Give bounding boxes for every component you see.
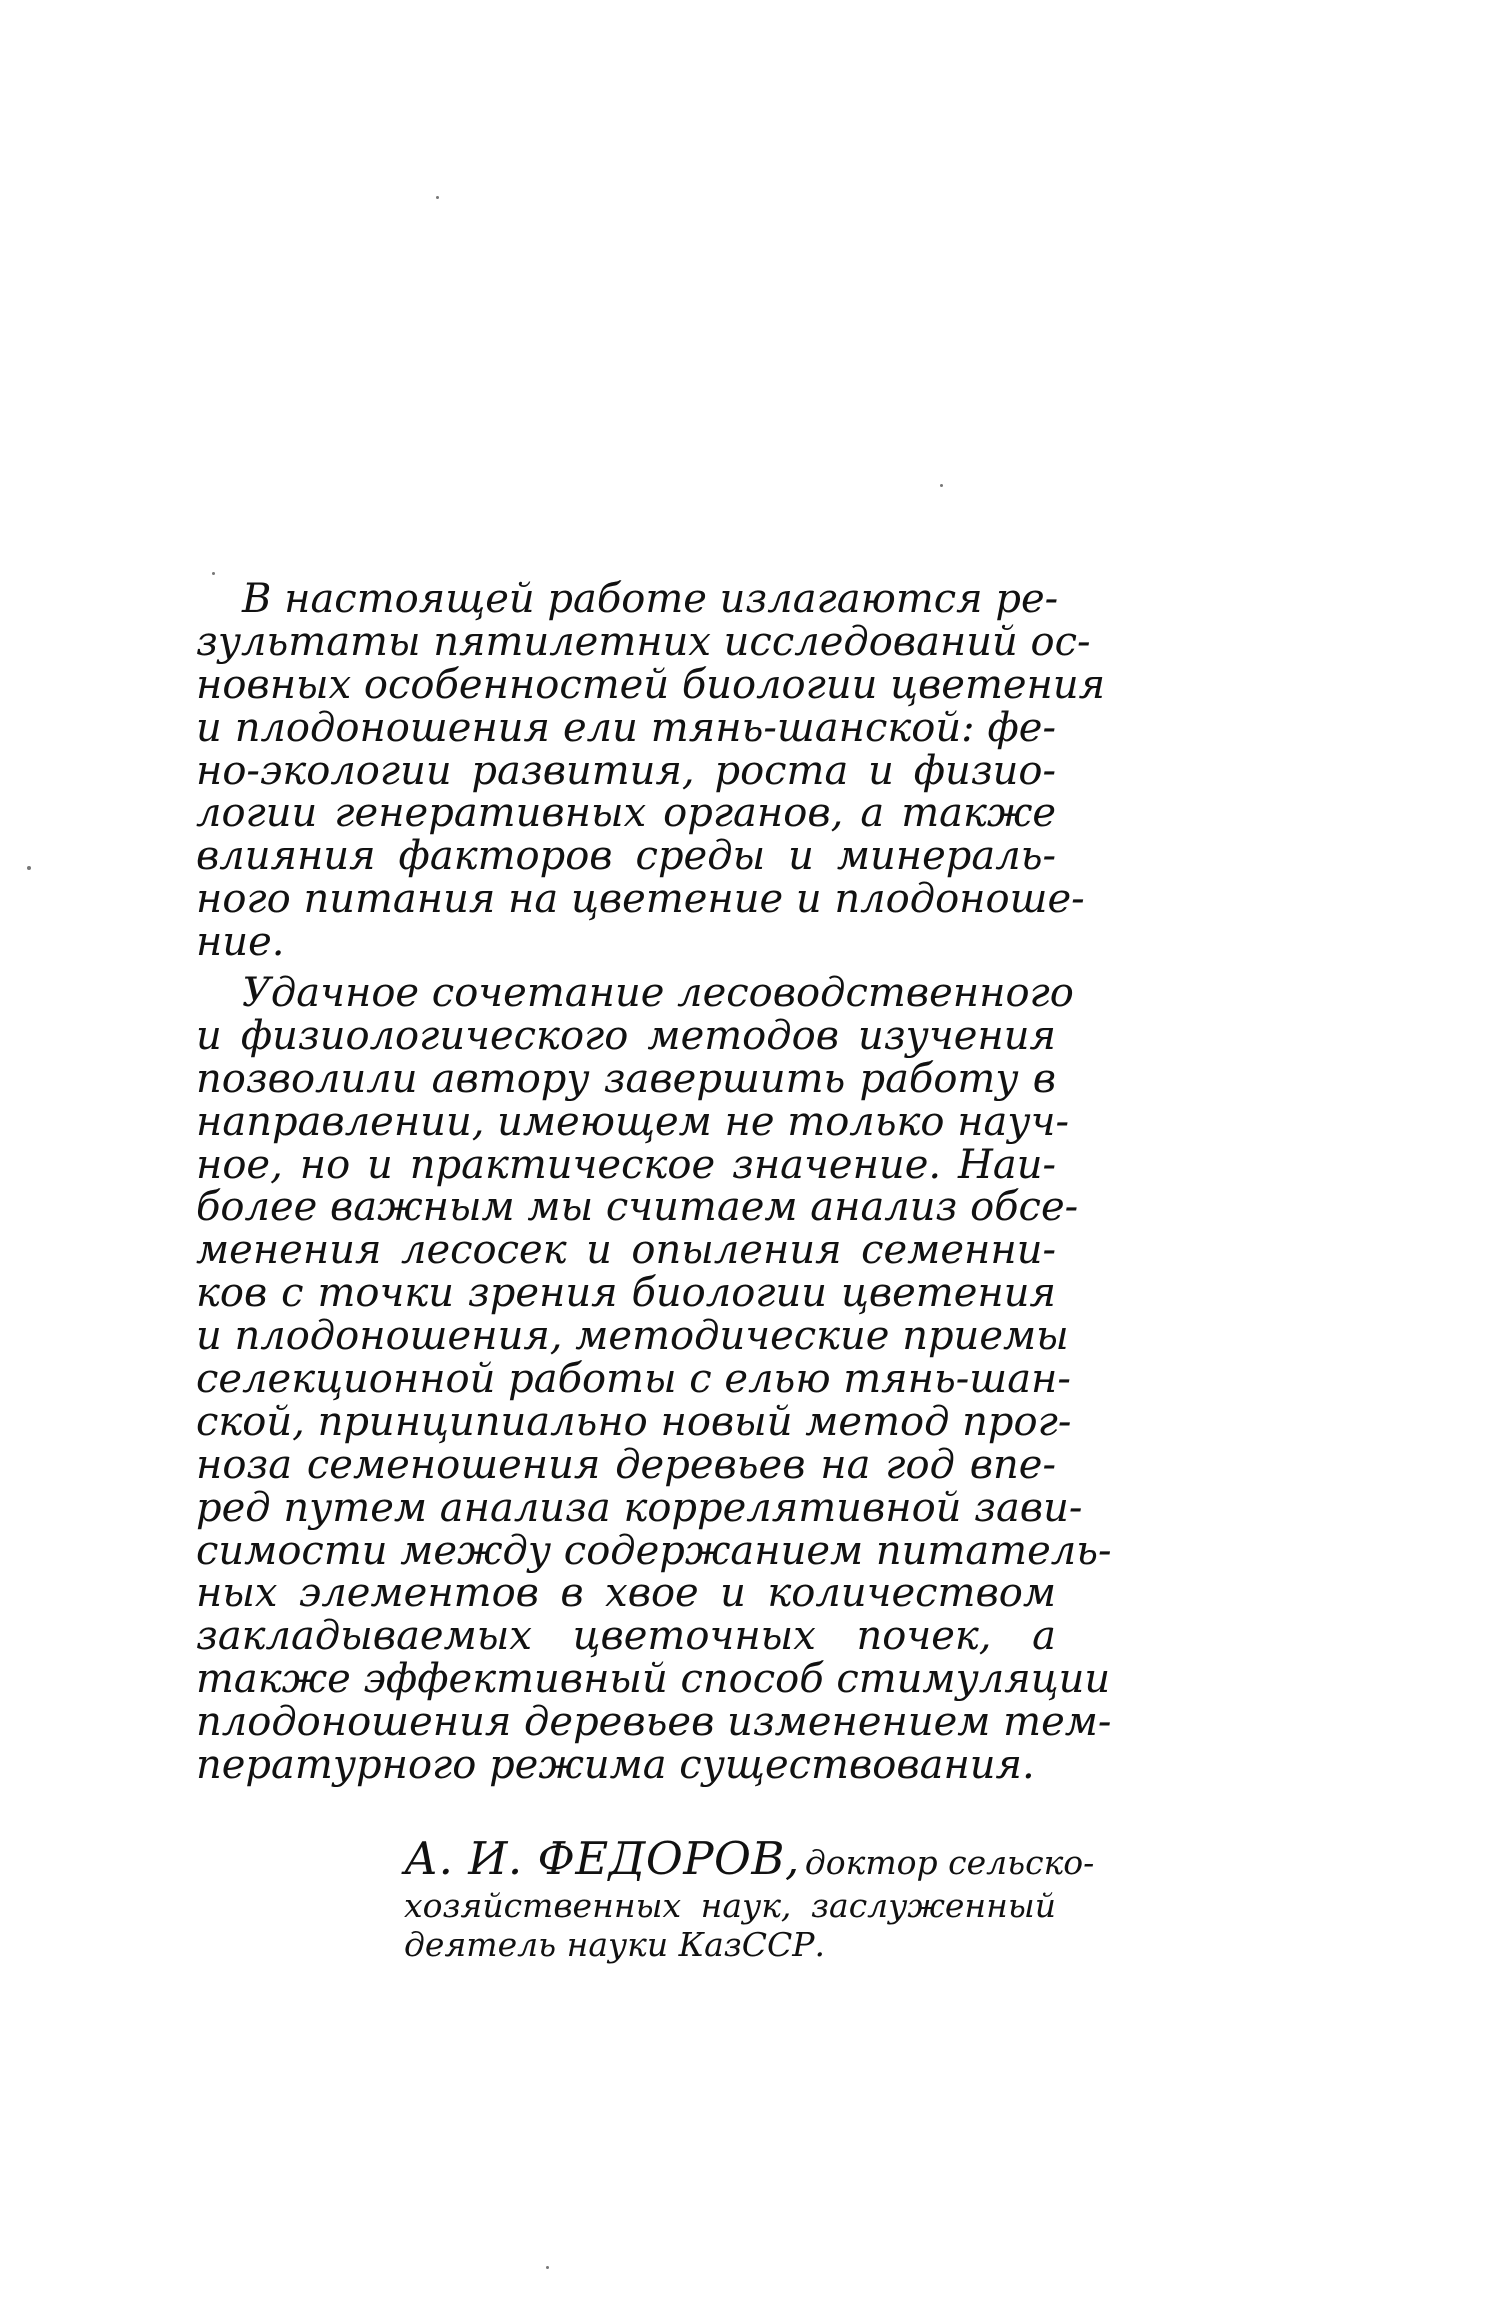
text-line: ние. [196, 919, 285, 966]
author-name: А. И. ФЕДОРОВ, [404, 1832, 800, 1885]
text-line: ных элементов в хвое и количеством [196, 1570, 1056, 1617]
text-line: логии генеративных органов, а также [196, 790, 1056, 837]
text-line: пературного режима существования. [196, 1742, 1035, 1789]
text-line: ской, принципиально новый метод прог- [196, 1398, 1072, 1445]
author-title-line: деятель науки КазССР. [404, 1925, 825, 1964]
text-line: но-экологии развития, роста и физио- [196, 747, 1056, 794]
scan-speck [436, 196, 439, 199]
text-line: менения лесосек и опыления семенни- [196, 1227, 1056, 1274]
scan-speck [546, 2266, 549, 2269]
text-line: и физиологического методов изучения [196, 1012, 1056, 1059]
text-line: зультаты пятилетних исследований ос- [196, 618, 1091, 665]
text-line: ного питания на цветение и плодоноше- [196, 876, 1085, 923]
text-line: и плодоношения ели тянь-шанской: фе- [196, 704, 1056, 751]
text-line: симости между содержанием питатель- [196, 1527, 1112, 1574]
author-signature [404, 1832, 1095, 1964]
text-line: и плодоношения, методические приемы [196, 1313, 1069, 1360]
author-title-line: хозяйственных наук, заслуженный [404, 1886, 1056, 1925]
scan-speck [27, 866, 31, 870]
text-line: более важным мы считаем анализ обсе- [196, 1184, 1079, 1231]
text-line: направлении, имеющем не только науч- [196, 1098, 1070, 1145]
text-line: В настоящей работе излагаются ре- [242, 576, 1059, 622]
text-line: влияния факторов среды и минераль- [196, 833, 1056, 880]
paragraph-1 [196, 576, 1106, 966]
scan-speck [212, 572, 215, 575]
text-line: Удачное сочетание лесоводственного [242, 970, 1074, 1017]
text-line: ред путем анализа коррелятивной зави- [196, 1484, 1083, 1531]
paragraph-2 [196, 970, 1112, 1789]
signature-first-line [404, 1832, 1095, 1886]
author-title-start: доктор сельско- [804, 1843, 1095, 1882]
text-line: селекционной работы с елью тянь-шан- [196, 1356, 1071, 1403]
scan-speck [940, 484, 943, 487]
text-line: новных особенностей биологии цветения [196, 661, 1106, 708]
text-line: плодоношения деревьев изменением тем- [196, 1699, 1112, 1746]
text-line: также эффективный способ стимуляции [196, 1656, 1111, 1703]
text-line: позволили автору завершить работу в [196, 1055, 1056, 1102]
annotation-text [196, 576, 1112, 1789]
text-line: ноза семеношения деревьев на год впе- [196, 1441, 1056, 1488]
text-line: ков с точки зрения биологии цветения [196, 1270, 1056, 1317]
text-line: ное, но и практическое значение. Наи- [196, 1141, 1056, 1188]
text-line: закладываемых цветочных почек, а [196, 1613, 1056, 1660]
